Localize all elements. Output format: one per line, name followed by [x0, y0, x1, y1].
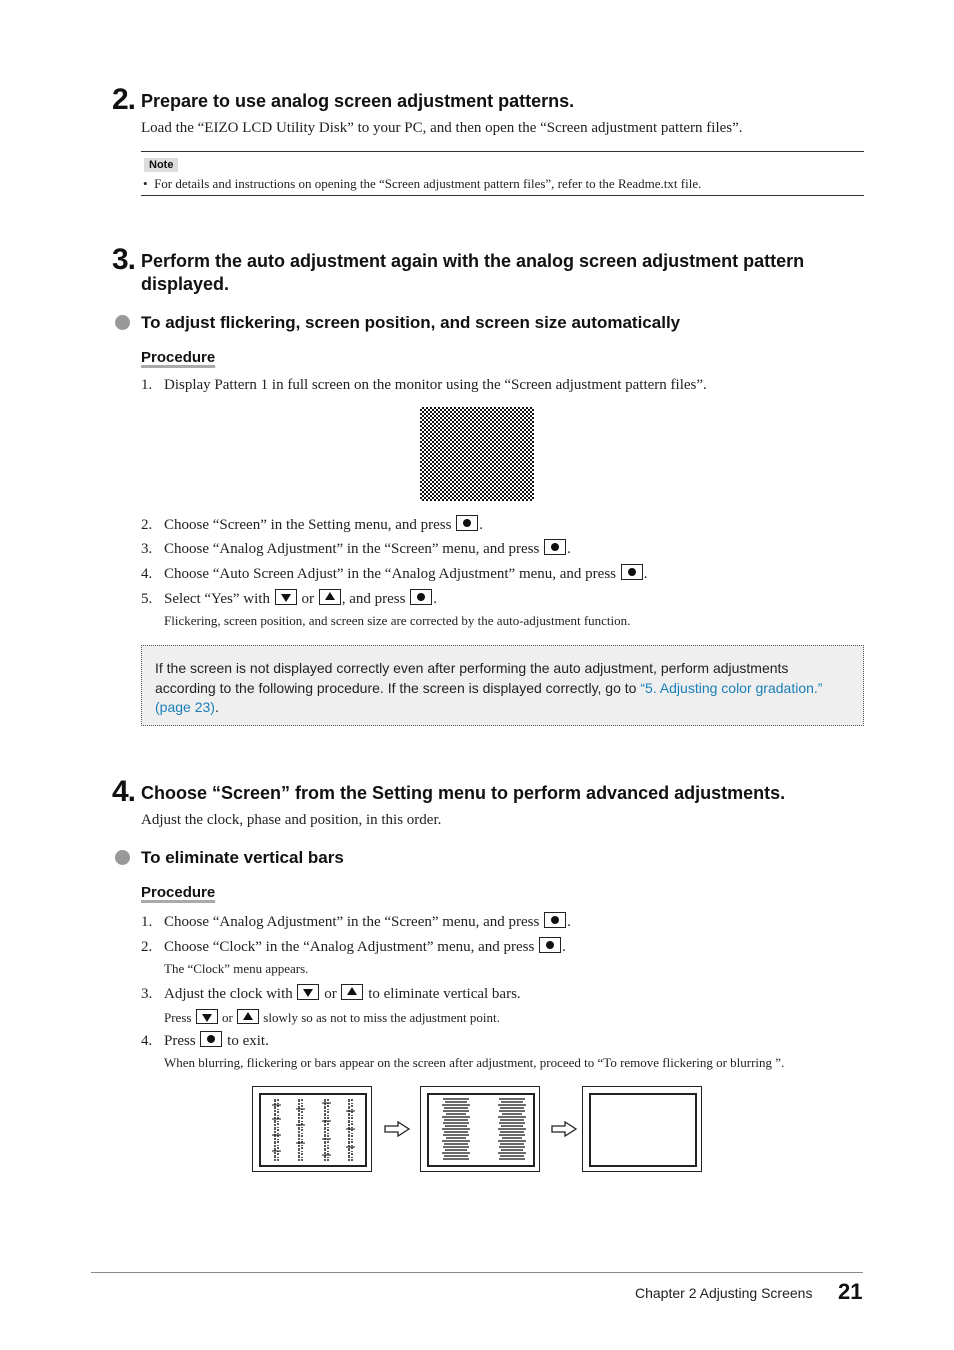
page-23-link[interactable]: (page 23) — [155, 699, 215, 715]
item-text-or: or — [301, 591, 314, 607]
info-line-3 — [155, 698, 822, 718]
wide-bars-pattern-icon — [429, 1095, 533, 1165]
step-3-subheading: To adjust flickering, screen position, and screen size automatically — [141, 313, 681, 332]
item-text: Adjust the clock with — [164, 986, 293, 1002]
step-4-body: Adjust the clock, phase and position, in this order. — [141, 812, 442, 828]
step-3-item-2 — [141, 515, 483, 534]
item-text-mid: , and press — [341, 591, 406, 607]
step-3-item-3 — [141, 539, 571, 558]
item-number: 2. — [141, 939, 153, 955]
right-arrow-icon — [551, 1121, 577, 1137]
step-2-body: Load the “EIZO LCD Utility Disk” to your PC, and then open the “Screen adjustment pattern files”. — [141, 120, 743, 136]
step-4-item-3 — [141, 984, 521, 1003]
item-number: 1. — [141, 914, 153, 930]
enter-button-icon — [544, 912, 566, 928]
monitor-vertical-bars-image — [252, 1086, 372, 1172]
item-text-end: . — [562, 939, 566, 955]
info-line-2 — [155, 679, 822, 699]
footer-divider — [91, 1272, 863, 1273]
note-label: Note — [144, 158, 178, 172]
color-gradation-link[interactable]: “5. Adjusting color gradation.” — [640, 679, 823, 696]
item-text-end: . — [643, 566, 648, 582]
right-arrow-icon — [384, 1121, 410, 1137]
bullet-dot-icon — [115, 850, 130, 865]
item-text-end: . — [433, 591, 437, 607]
step-4-item-3-sub — [164, 1009, 500, 1026]
up-button-icon — [237, 1009, 259, 1024]
step-4-item-2-sub: The “Clock” menu appears. — [164, 961, 309, 976]
item-number: 4. — [141, 566, 153, 582]
monitor-screen — [427, 1093, 535, 1167]
step-4-item-2 — [141, 937, 566, 956]
item-text: Choose “Screen” in the Setting menu, and press — [164, 517, 452, 533]
enter-button-icon — [539, 937, 561, 953]
note-text: For details and instructions on opening the “Screen adjustment pattern files”, refer to the Readme.txt file. — [154, 176, 702, 191]
item-text: Display Pattern 1 in full screen on the monitor using the “Screen adjustment pattern files”. — [164, 377, 707, 393]
info-box — [141, 645, 864, 726]
step-4-number: 4. — [112, 775, 136, 808]
enter-button-icon — [456, 515, 478, 531]
page-number: 21 — [838, 1279, 863, 1304]
step-3-item-5 — [141, 589, 437, 608]
bullet-dot-icon — [115, 315, 130, 330]
item-text: Choose “Auto Screen Adjust” in the “Analog Adjustment” menu, and press — [164, 566, 616, 582]
up-button-icon — [319, 589, 341, 605]
step-3-title — [141, 250, 871, 296]
info-text-end: . — [214, 699, 219, 715]
monitor-clear-image — [582, 1086, 702, 1172]
item-text-end: to eliminate vertical bars. — [368, 986, 521, 1002]
item-number: 4. — [141, 1033, 153, 1049]
info-line-1: If the screen is not displayed correctly even after performing the auto adjustment, perform adjustments — [155, 660, 789, 676]
note-box — [141, 151, 864, 196]
step-2-title: Prepare to use analog screen adjustment patterns. — [141, 91, 575, 111]
item-number: 3. — [141, 541, 153, 557]
item-number: 5. — [141, 591, 153, 607]
item-text-end: . — [479, 517, 483, 533]
step-4-subheading: To eliminate vertical bars — [141, 848, 344, 867]
monitor-wide-bars-image — [420, 1086, 540, 1172]
sub-text-end: slowly so as not to miss the adjustment point. — [263, 1010, 500, 1025]
footer-chapter: Chapter 2 Adjusting Screens — [635, 1285, 813, 1301]
item-text: Choose “Analog Adjustment” in the “Screen” menu, and press — [164, 541, 540, 557]
step-4-item-4 — [141, 1031, 269, 1050]
step-3-item-5-sub: Flickering, screen position, and screen size are corrected by the auto-adjustment function. — [164, 613, 631, 628]
sub-text: Press — [164, 1010, 192, 1025]
monitor-screen — [259, 1093, 367, 1167]
enter-button-icon — [544, 539, 566, 555]
item-number: 2. — [141, 517, 153, 533]
item-text-end: . — [567, 914, 571, 930]
step-4-procedure-label: Procedure — [141, 884, 216, 901]
step-4-title: Choose “Screen” from the Setting menu to perform advanced adjustments. — [141, 783, 786, 803]
enter-button-icon — [621, 564, 643, 580]
up-button-icon — [341, 984, 363, 1000]
step-4-item-1 — [141, 912, 571, 931]
step-3-item-1 — [141, 377, 707, 394]
sub-text-or: or — [221, 1010, 233, 1025]
checkerboard-pattern-image — [420, 407, 534, 501]
down-button-icon — [196, 1009, 218, 1024]
step-4-item-4-sub: When blurring, flickering or bars appear on the screen after adjustment, proceed to “To remove flickering or blurring ”. — [164, 1055, 785, 1070]
step-3-title-line1: Perform the auto adjustment again with the analog screen adjustment pattern — [141, 251, 805, 271]
item-text-or: or — [324, 986, 337, 1002]
item-text-end: . — [567, 541, 571, 557]
item-text: Choose “Clock” in the “Analog Adjustment” menu, and press — [164, 939, 535, 955]
step-3-number: 3. — [112, 243, 136, 276]
monitor-screen — [589, 1093, 697, 1167]
item-number: 1. — [141, 377, 153, 393]
enter-button-icon — [200, 1031, 222, 1047]
step-2-number: 2. — [112, 83, 136, 116]
down-button-icon — [297, 984, 319, 1000]
item-text: Press — [164, 1033, 196, 1049]
item-text-end: to exit. — [227, 1033, 269, 1049]
note-text-row: • For details and instructions on opening the “Screen adjustment pattern files”, refer to the Readme.txt file. — [143, 176, 702, 191]
item-number: 3. — [141, 986, 153, 1002]
enter-button-icon — [410, 589, 432, 605]
info-text: according to the following procedure. If the screen is displayed correctly, go to — [155, 679, 641, 696]
item-text: Choose “Analog Adjustment” in the “Screen” menu, and press — [164, 914, 540, 930]
step-3-procedure-label: Procedure — [141, 349, 216, 366]
item-text: Select “Yes” with — [164, 591, 270, 607]
down-button-icon — [275, 589, 297, 605]
vertical-bars-pattern-icon — [261, 1095, 365, 1165]
step-3-item-4 — [141, 564, 648, 583]
step-3-title-line2: displayed. — [141, 274, 230, 294]
